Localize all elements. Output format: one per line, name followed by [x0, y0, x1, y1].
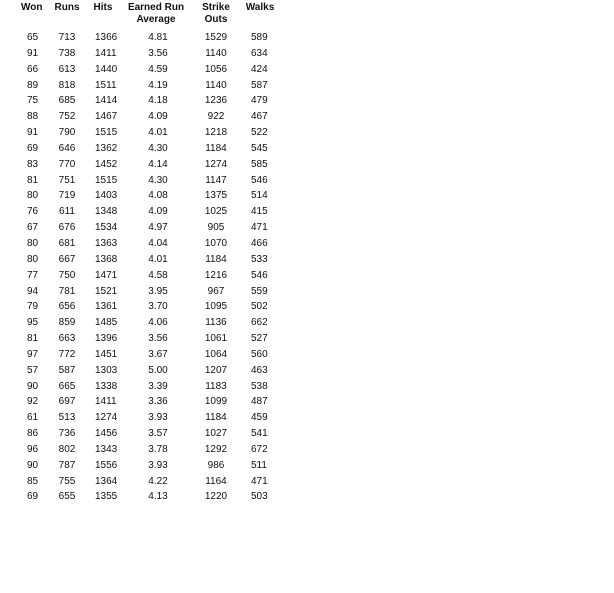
runs-cell: 738 [58, 47, 76, 59]
won-cell: 81 [27, 333, 39, 345]
era-cell: 4.08 [148, 190, 168, 202]
table-row [16, 30, 278, 46]
won-cell: 77 [27, 269, 39, 281]
era-cell: 4.22 [148, 475, 168, 487]
table-row [16, 204, 278, 220]
era-cell: 4.81 [148, 32, 168, 43]
era-cell: 4.30 [148, 142, 168, 154]
walks-cell: 533 [251, 253, 268, 265]
won-cell: 83 [27, 158, 39, 170]
era-cell: 4.06 [148, 317, 168, 329]
walks-cell: 538 [251, 380, 268, 392]
walks-cell: 541 [251, 428, 268, 440]
runs-cell: 772 [58, 348, 76, 360]
era-cell: 3.95 [148, 285, 168, 297]
strike-outs-cell: 1061 [204, 333, 228, 345]
hits-cell: 1411 [95, 396, 117, 408]
walks-cell: 463 [251, 364, 268, 376]
won-cell: 61 [27, 412, 39, 424]
strike-outs-cell: 1164 [205, 475, 227, 487]
hits-cell: 1364 [95, 475, 118, 487]
walks-cell: 589 [251, 32, 268, 43]
walks-cell: 587 [251, 79, 268, 91]
era-cell: 4.09 [148, 206, 168, 218]
hits-cell: 1355 [95, 491, 118, 503]
hits-cell: 1348 [95, 206, 118, 218]
table-row [16, 474, 278, 490]
header-so-line1: Strike [202, 2, 230, 13]
won-cell: 57 [27, 364, 39, 376]
header-row [16, 2, 278, 30]
strike-outs-cell: 1236 [204, 95, 228, 107]
won-cell: 89 [27, 79, 39, 91]
won-cell: 66 [27, 63, 39, 75]
runs-cell: 613 [58, 63, 76, 75]
won-cell: 91 [27, 47, 39, 59]
strike-outs-cell: 1027 [204, 428, 228, 440]
era-cell: 3.67 [148, 348, 168, 360]
runs-cell: 859 [58, 317, 76, 329]
hits-cell: 1411 [95, 47, 117, 59]
era-cell: 4.04 [148, 237, 168, 249]
strike-outs-cell: 1140 [205, 79, 227, 91]
table-row [16, 347, 278, 363]
strike-outs-cell: 1184 [205, 142, 227, 154]
hits-cell: 1451 [95, 348, 118, 360]
strike-outs-cell: 922 [207, 111, 225, 123]
hits-cell: 1534 [95, 222, 118, 234]
table-row [16, 458, 278, 474]
table-row [16, 252, 278, 268]
won-cell: 95 [27, 317, 39, 329]
won-cell: 67 [27, 222, 39, 234]
strike-outs-cell: 967 [207, 285, 225, 297]
hits-cell: 1485 [95, 317, 118, 329]
era-cell: 3.93 [148, 412, 168, 424]
strike-outs-cell: 1136 [205, 317, 227, 329]
walks-cell: 522 [251, 127, 268, 139]
era-cell: 3.36 [148, 396, 168, 408]
hits-cell: 1467 [95, 111, 118, 123]
runs-cell: 755 [58, 475, 76, 487]
walks-cell: 502 [251, 301, 268, 313]
hits-cell: 1368 [95, 253, 118, 265]
runs-cell: 750 [58, 269, 76, 281]
table-row [16, 284, 278, 300]
header-strike-outs [190, 2, 242, 30]
runs-cell: 818 [58, 79, 76, 91]
strike-outs-cell: 1216 [204, 269, 228, 281]
walks-cell: 527 [251, 333, 268, 345]
hits-cell: 1366 [95, 32, 118, 43]
runs-cell: 656 [58, 301, 76, 313]
walks-cell: 634 [251, 47, 268, 59]
runs-cell: 736 [58, 428, 76, 440]
era-cell: 3.56 [148, 333, 168, 345]
era-cell: 4.01 [148, 253, 168, 265]
won-cell: 79 [27, 301, 39, 313]
table-row [16, 141, 278, 157]
table-row [16, 315, 278, 331]
strike-outs-cell: 1095 [204, 301, 228, 313]
era-cell: 3.57 [148, 428, 168, 440]
won-cell: 94 [27, 285, 39, 297]
header-so-line2: Outs [204, 14, 228, 25]
hits-cell: 1471 [95, 269, 118, 281]
strike-outs-cell: 1025 [204, 206, 228, 218]
hits-cell: 1414 [95, 95, 118, 107]
won-cell: 97 [27, 348, 39, 360]
won-cell: 69 [27, 142, 39, 154]
runs-cell: 513 [58, 412, 76, 424]
runs-cell: 802 [58, 443, 76, 455]
runs-cell: 685 [58, 95, 76, 107]
won-cell: 85 [27, 475, 39, 487]
strike-outs-cell: 1274 [204, 158, 228, 170]
hits-cell: 1396 [95, 333, 118, 345]
runs-cell: 611 [59, 206, 75, 218]
runs-cell: 713 [58, 32, 76, 43]
won-cell: 81 [27, 174, 39, 186]
strike-outs-cell: 1070 [204, 237, 228, 249]
won-cell: 90 [27, 380, 39, 392]
table-row [16, 331, 278, 347]
table-row [16, 442, 278, 458]
table-row [16, 188, 278, 204]
header-hits: Hits [93, 2, 113, 13]
hits-cell: 1338 [95, 380, 118, 392]
header-earned-run-average [122, 2, 190, 30]
won-cell: 80 [27, 190, 39, 202]
runs-cell: 676 [58, 222, 76, 234]
table-row [16, 379, 278, 395]
strike-outs-cell: 986 [207, 459, 225, 471]
walks-cell: 479 [251, 95, 268, 107]
table-row [16, 268, 278, 284]
walks-cell: 424 [251, 63, 268, 75]
strike-outs-cell: 1220 [204, 491, 228, 503]
era-cell: 3.93 [148, 459, 168, 471]
era-cell: 3.70 [148, 301, 168, 313]
table-row [16, 62, 278, 78]
era-cell: 4.30 [148, 174, 168, 186]
era-cell: 3.78 [148, 443, 168, 455]
won-cell: 92 [27, 396, 39, 408]
header-era-line1: Earned Run [127, 2, 185, 13]
era-cell: 3.39 [148, 380, 168, 392]
won-cell: 80 [27, 253, 39, 265]
walks-cell: 487 [251, 396, 268, 408]
table-row [16, 236, 278, 252]
strike-outs-cell: 905 [207, 222, 225, 234]
won-cell: 75 [27, 95, 39, 107]
hits-cell: 1343 [95, 443, 118, 455]
strike-outs-cell: 1184 [205, 412, 227, 424]
walks-cell: 545 [251, 142, 268, 154]
runs-cell: 697 [58, 396, 76, 408]
table-row [16, 46, 278, 62]
hits-cell: 1515 [95, 174, 118, 186]
strike-outs-cell: 1292 [204, 443, 228, 455]
strike-outs-cell: 1140 [205, 47, 227, 59]
era-cell: 4.18 [148, 95, 168, 107]
header-era-line2: Average [136, 14, 176, 25]
walks-cell: 415 [251, 206, 268, 218]
walks-cell: 471 [251, 222, 268, 234]
runs-cell: 667 [58, 253, 76, 265]
era-cell: 4.59 [148, 63, 168, 75]
strike-outs-cell: 1147 [205, 174, 227, 186]
table-row [16, 173, 278, 189]
table-row [16, 93, 278, 109]
hits-cell: 1303 [95, 364, 118, 376]
header-runs: Runs [54, 2, 80, 13]
runs-cell: 665 [58, 380, 76, 392]
table-row [16, 426, 278, 442]
hits-cell: 1515 [95, 127, 118, 139]
won-cell: 90 [27, 459, 39, 471]
header-walks: Walks [245, 2, 275, 13]
walks-cell: 459 [251, 412, 268, 424]
walks-cell: 466 [251, 237, 268, 249]
runs-cell: 655 [58, 491, 76, 503]
table-row [16, 394, 278, 410]
runs-cell: 752 [58, 111, 76, 123]
walks-cell: 503 [251, 491, 268, 503]
table-row [16, 220, 278, 236]
era-cell: 4.19 [148, 79, 168, 91]
era-cell: 4.13 [148, 491, 168, 503]
era-cell: 5.00 [148, 364, 168, 376]
table-row [16, 125, 278, 141]
runs-cell: 781 [58, 285, 76, 297]
hits-cell: 1362 [95, 142, 118, 154]
runs-cell: 787 [58, 459, 76, 471]
strike-outs-cell: 1375 [204, 190, 228, 202]
table-row [16, 157, 278, 173]
hits-cell: 1274 [95, 412, 118, 424]
runs-cell: 751 [58, 174, 76, 186]
baseball-stats-table [16, 2, 278, 505]
hits-cell: 1511 [95, 79, 117, 91]
walks-cell: 514 [251, 190, 268, 202]
hits-cell: 1363 [95, 237, 118, 249]
hits-cell: 1556 [95, 459, 118, 471]
walks-cell: 672 [251, 443, 268, 455]
era-cell: 4.58 [148, 269, 168, 281]
won-cell: 65 [27, 32, 39, 43]
won-cell: 88 [27, 111, 39, 123]
era-cell: 4.97 [148, 222, 168, 234]
walks-cell: 560 [251, 348, 268, 360]
strike-outs-cell: 1183 [205, 380, 227, 392]
strike-outs-cell: 1056 [204, 63, 228, 75]
strike-outs-cell: 1218 [204, 127, 228, 139]
strike-outs-cell: 1064 [204, 348, 228, 360]
table-row [16, 78, 278, 94]
walks-cell: 546 [251, 174, 268, 186]
table-row [16, 363, 278, 379]
won-cell: 91 [27, 127, 39, 139]
walks-cell: 546 [251, 269, 268, 281]
runs-cell: 681 [58, 237, 76, 249]
table-row [16, 109, 278, 125]
runs-cell: 587 [58, 364, 76, 376]
runs-cell: 770 [58, 158, 76, 170]
strike-outs-cell: 1099 [204, 396, 228, 408]
walks-cell: 511 [251, 459, 267, 471]
runs-cell: 663 [58, 333, 76, 345]
walks-cell: 471 [251, 475, 268, 487]
won-cell: 80 [27, 237, 39, 249]
era-cell: 4.01 [148, 127, 168, 139]
era-cell: 4.09 [148, 111, 168, 123]
walks-cell: 467 [251, 111, 268, 123]
table-header [16, 2, 278, 30]
table-row [16, 410, 278, 426]
hits-cell: 1361 [95, 301, 118, 313]
table-row [16, 489, 278, 505]
era-cell: 3.56 [148, 47, 168, 59]
won-cell: 96 [27, 443, 39, 455]
strike-outs-cell: 1207 [204, 364, 228, 376]
won-cell: 76 [27, 206, 39, 218]
won-cell: 69 [27, 491, 39, 503]
walks-cell: 662 [251, 317, 268, 329]
walks-cell: 559 [251, 285, 268, 297]
hits-cell: 1403 [95, 190, 118, 202]
hits-cell: 1521 [95, 285, 118, 297]
hits-cell: 1452 [95, 158, 118, 170]
strike-outs-cell: 1529 [204, 32, 228, 43]
runs-cell: 646 [58, 142, 76, 154]
strike-outs-cell: 1184 [205, 253, 227, 265]
runs-cell: 790 [58, 127, 76, 139]
hits-cell: 1456 [95, 428, 118, 440]
table-row [16, 299, 278, 315]
header-won: Won [21, 2, 43, 13]
table-body [16, 30, 278, 505]
won-cell: 86 [27, 428, 39, 440]
hits-cell: 1440 [95, 63, 118, 75]
walks-cell: 585 [251, 158, 268, 170]
runs-cell: 719 [58, 190, 76, 202]
era-cell: 4.14 [148, 158, 168, 170]
